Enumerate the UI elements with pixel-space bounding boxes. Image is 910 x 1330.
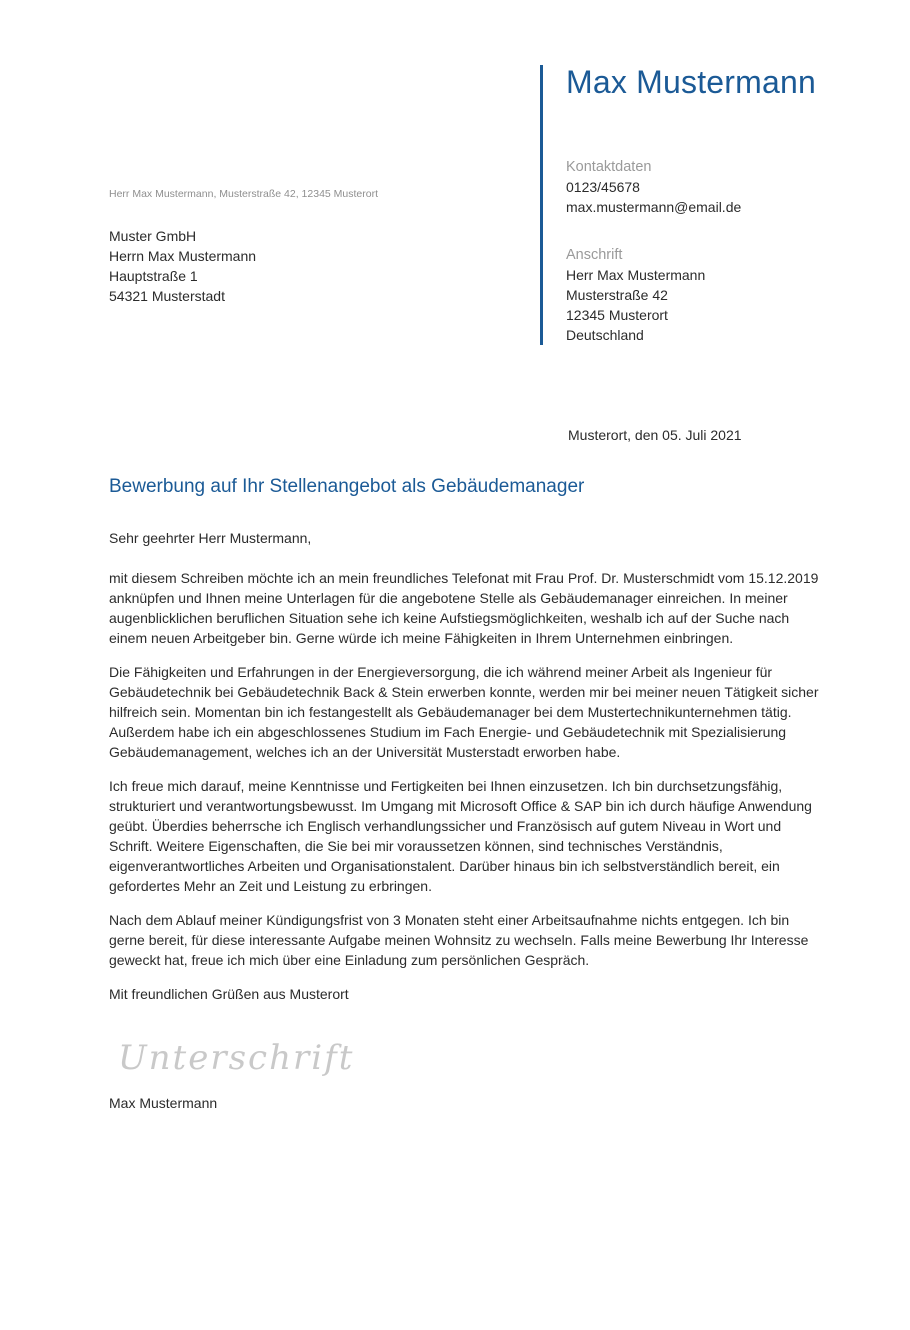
salutation: Sehr geehrter Herr Mustermann, [109,530,312,546]
contact-block [566,157,741,217]
letter-body [109,528,821,1018]
sender-address-line: 12345 Musterort [566,307,668,323]
recipient-line: Herrn Max Mustermann [109,248,257,264]
sender-name-heading: Max Mustermann [566,64,816,100]
closing: Mit freundlichen Grüßen aus Musterort [109,986,349,1002]
signature-placeholder: Unterschrift [118,1038,355,1078]
body-paragraph: mit diesem Schreiben möchte ich an mein freundliches Telefonat mit Frau Prof. Dr. Musterschmidt vom 15.12.2019 anknüpfen und Ihnen meine Unterlagen für die angebotene Stelle als Gebäudemanager einreichen. In meiner augenblicklichen beruflichen Situation sehe ich keine Aufstiegsmöglichkeiten, weshalb ich auf der Suche nach einem neuen Arbeitgeber bin. Gerne würde ich meine Fähigkeiten in Ihrem Unternehmen einbringen. [109,570,819,646]
sender-address-line: Musterstraße 42 [566,287,668,303]
address-label: Anschrift [566,247,623,263]
sender-address-line: Deutschland [566,327,644,343]
contact-label: Kontaktdaten [566,159,652,175]
sender-address-line: Herr Max Mustermann [566,267,706,283]
body-paragraph: Die Fähigkeiten und Erfahrungen in der Energieversorgung, die ich während meiner Arbeit als Ingenieur für Gebäudetechnik bei Gebäudetechnik Back & Stein erwerben konnte, werden mir bei meiner neuen Tätigkeit sicher hilfreich sein. Momentan bin ich festangestellt als Gebäudemanager bei dem Mustertechnikunternehmen tätig. Außerdem habe ich ein abgeschlossenes Studium im Fach Energie- und Gebäudetechnik mit Spezialisierung Gebäudemanagement, welches ich an der Universität Musterstadt erworben habe. [109,664,819,760]
sidebar-accent-rule [540,65,543,345]
return-address-line: Herr Max Mustermann, Musterstraße 42, 12345 Musterort [109,188,379,200]
subject-line: Bewerbung auf Ihr Stellenangebot als Gebäudemanager [109,476,585,497]
signed-name: Max Mustermann [109,1095,218,1111]
sender-address-block [566,245,705,345]
recipient-line: 54321 Musterstadt [109,288,225,304]
recipient-line: Hauptstraße 1 [109,268,198,284]
body-paragraph: Ich freue mich darauf, meine Kenntnisse und Fertigkeiten bei Ihnen einzusetzen. Ich bin durchsetzungsfähig, strukturiert und verantwortungsbewusst. Im Umgang mit Microsoft Office & SAP bin ich durch häufige Anwendung geübt. Überdies beherrsche ich Englisch verhandlungssicher und Französisch auf gutem Niveau in Wort und Schrift. Weitere Eigenschaften, die Sie bei mir voraussetzen können, sind technisches Verständnis, eigenverantwortliches Arbeiten und Organisationstalent. Darüber hinaus bin ich selbstverständlich bereit, ein gefordertes Mehr an Zeit und Leistung zu erbringen. [109,778,812,894]
email-address: max.mustermann@email.de [566,199,742,215]
recipient-line: Muster GmbH [109,228,197,244]
letter-date: Musterort, den 05. Juli 2021 [568,427,742,443]
phone-number: 0123/45678 [566,179,640,195]
body-paragraph: Nach dem Ablauf meiner Kündigungsfrist von 3 Monaten steht einer Arbeitsaufnahme nichts entgegen. Ich bin gerne bereit, für diese interessante Aufgabe meinen Wohnsitz zu wechseln. Falls meine Bewerbung Ihr Interesse geweckt hat, freue ich mich über eine Einladung zum persönlichen Gespräch. [109,912,809,968]
recipient-address-block [109,226,256,306]
